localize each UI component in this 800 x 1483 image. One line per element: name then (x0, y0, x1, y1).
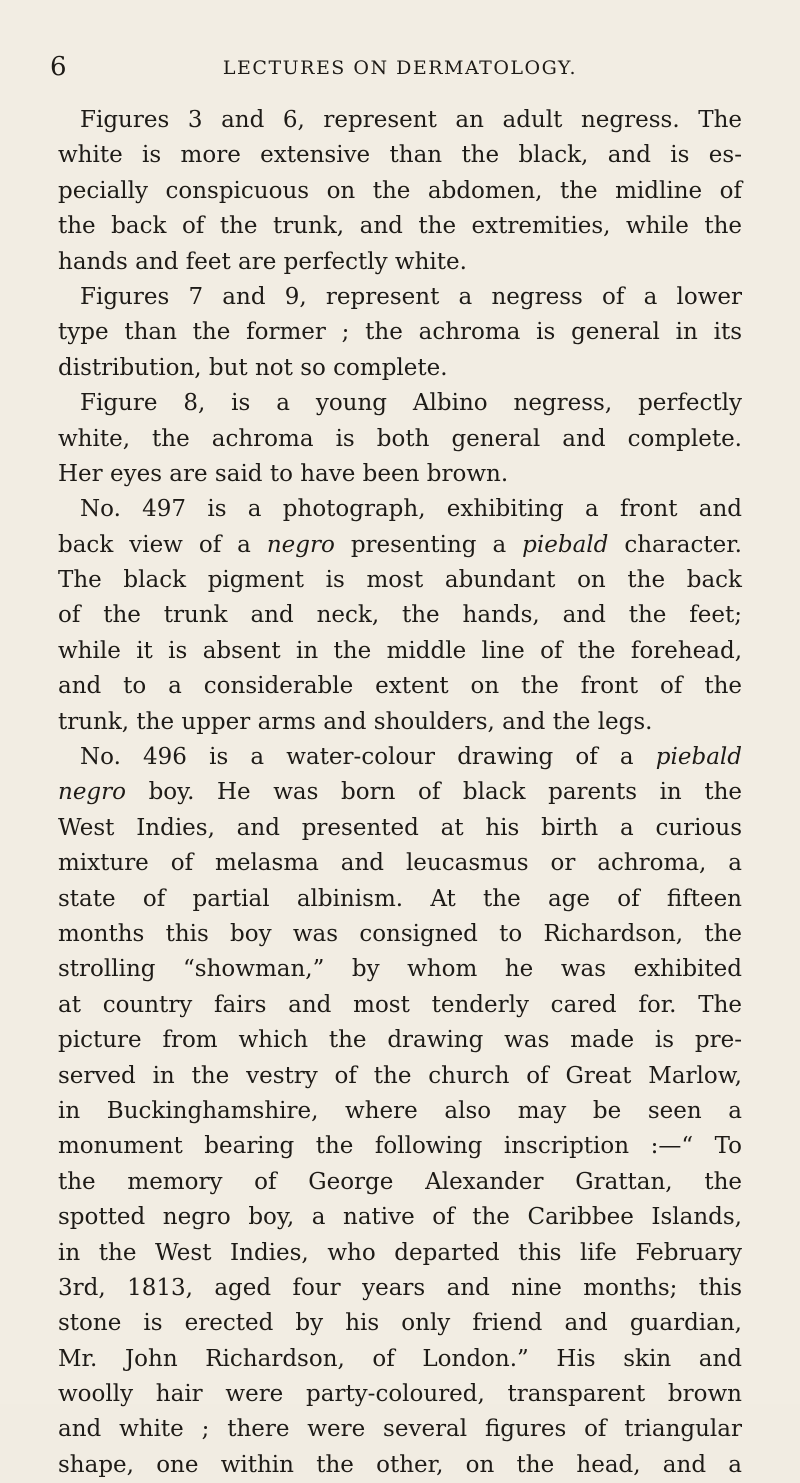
text-line: at country fairs and most tenderly cared for. The (58, 991, 742, 1018)
text-line: stone is erected by his only friend and guardian, (58, 1310, 742, 1337)
running-head: LECTURES ON DERMATOLOGY. (222, 57, 578, 79)
text-line: the memory of George Alexander Grattan, the (58, 1168, 742, 1195)
page-header (50, 52, 750, 82)
text-line: white is more extensive than the black, and is es- (58, 142, 742, 169)
text-line: and to a considerable extent on the front of the (58, 673, 742, 700)
text-line: monument bearing the following inscription :—“ To (58, 1133, 742, 1160)
text-line: 3rd, 1813, aged four years and nine months; this (58, 1274, 742, 1301)
text-line: pecially conspicuous on the abdomen, the midline of (58, 177, 742, 204)
italic-term: negro (58, 779, 126, 806)
text-line: while it is absent in the middle line of the forehead, (58, 637, 742, 664)
text-line: Figure 8, is a young Albino negress, perfectly (80, 390, 742, 417)
text-run: boy. He was born of black parents in the (126, 779, 742, 806)
text-run: character. (608, 531, 742, 558)
text-line (58, 528, 742, 563)
text-line: the back of the trunk, and the extremities, while the (58, 213, 742, 240)
italic-term: piebald (655, 744, 742, 771)
text-line: No. 497 is a photograph, exhibiting a front and (80, 496, 742, 523)
text-line: strolling “showman,” by whom he was exhibited (58, 956, 742, 983)
text-line: and white ; there were several figures of triangular (58, 1416, 742, 1443)
text-line: distribution, but not so complete. (58, 354, 448, 381)
text-line: Figures 7 and 9, represent a negress of a lower (80, 283, 742, 310)
text-line (58, 740, 742, 775)
text-line: The black pigment is most abundant on the back (58, 567, 742, 594)
italic-term: negro (266, 531, 335, 558)
text-line: in the West Indies, who departed this life February (58, 1239, 742, 1266)
text-line: Her eyes are said to have been brown. (58, 460, 509, 487)
page-number: 6 (50, 52, 67, 82)
text-line: type than the former ; the achroma is general in its (58, 319, 742, 346)
text-line: West Indies, and presented at his birth a curious (58, 814, 742, 841)
text-run: presenting a (334, 531, 523, 558)
text-line: in Buckinghamshire, where also may be seen a (58, 1097, 742, 1124)
text-line (58, 775, 742, 810)
text-line: picture from which the drawing was made is pre- (58, 1027, 742, 1054)
text-line: mixture of melasma and leucasmus or achroma, a (58, 850, 742, 877)
text-line: served in the vestry of the church of Great Marlow, (58, 1062, 742, 1089)
text-line: white, the achroma is both general and complete. (58, 425, 742, 452)
text-run: No. 496 is a water-colour drawing of a (80, 744, 656, 771)
text-line: months this boy was consigned to Richardson, the (58, 920, 742, 947)
body-text (58, 103, 742, 1483)
text-line: state of partial albinism. At the age of fifteen (58, 885, 742, 912)
italic-term: piebald (522, 531, 609, 558)
text-line: shape, one within the other, on the head, and a (58, 1451, 742, 1478)
text-line: Figures 3 and 6, represent an adult negress. The (80, 107, 742, 133)
text-line: woolly hair were party-coloured, transparent brown (58, 1381, 742, 1408)
text-line: trunk, the upper arms and shoulders, and the legs. (58, 708, 653, 735)
text-line: of the trunk and neck, the hands, and the feet; (58, 602, 742, 629)
text-line: spotted negro boy, a native of the Caribbee Islands, (58, 1204, 742, 1231)
text-run: back view of a (58, 531, 267, 558)
text-line: Mr. John Richardson, of London.” His skin and (58, 1345, 742, 1372)
text-line: hands and feet are perfectly white. (58, 248, 467, 275)
